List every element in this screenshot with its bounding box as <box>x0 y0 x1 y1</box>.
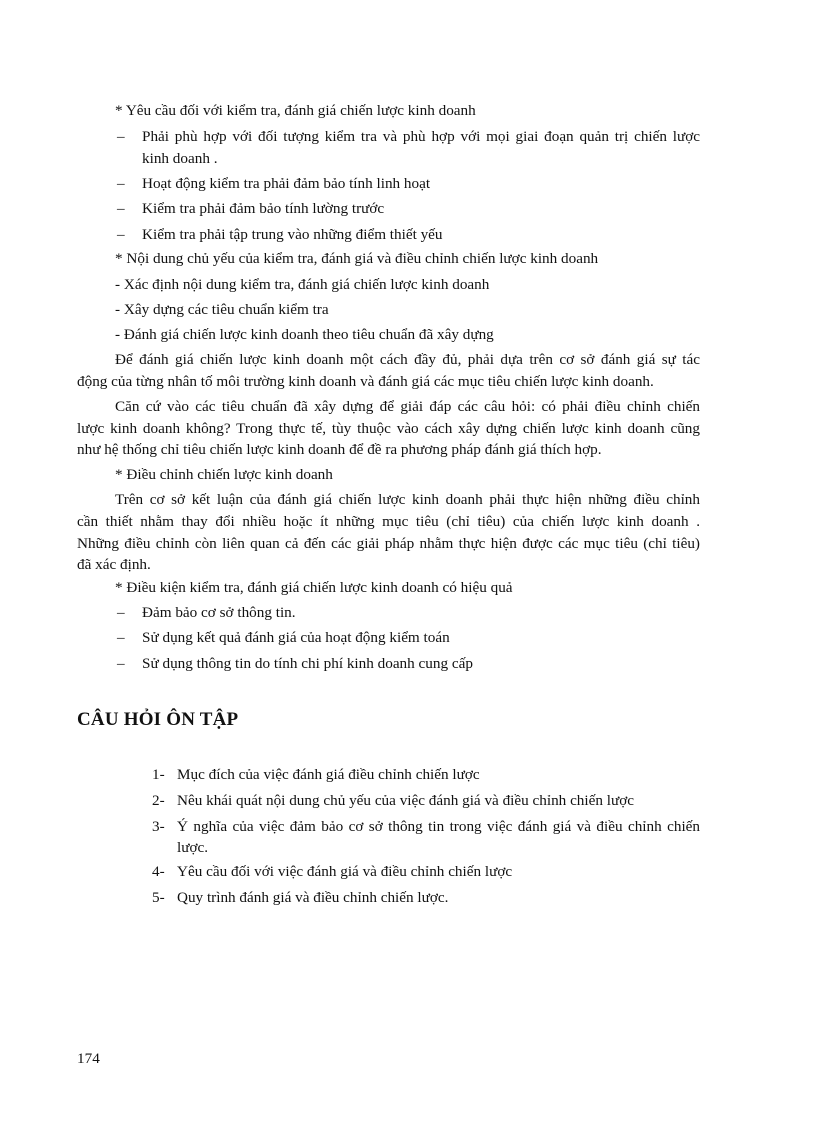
list-item: Kiểm tra phải đảm bảo tính lường trước <box>142 200 385 217</box>
question-number: 3- <box>152 818 165 835</box>
question-text: Mục đích của việc đánh giá điều chỉnh chiến lược <box>177 766 480 783</box>
paragraph-line: động của từng nhân tố môi trường kinh doanh và đánh giá các mục tiêu chiến lược kinh doanh. <box>77 373 654 390</box>
list-bullet: – <box>117 175 125 192</box>
paragraph-line: Trên cơ sở kết luận của đánh giá chiến lược kinh doanh phải thực hiện những điều chỉnh <box>115 491 700 508</box>
content-heading: * Nội dung chủ yếu của kiểm tra, đánh giá và điều chỉnh chiến lược kinh doanh <box>115 250 599 267</box>
question-text: Yêu cầu đối với việc đánh giá và điều chỉnh chiến lược <box>177 863 513 880</box>
paragraph-line: Để đánh giá chiến lược kinh doanh một cách đầy đủ, phải dựa trên cơ sở đánh giá sự tác <box>115 351 700 368</box>
paragraph-line: như hệ thống chỉ tiêu chiến lược kinh doanh để đề ra phương pháp đánh giá thích hợp. <box>77 441 602 458</box>
list-item: Đảm bảo cơ sở thông tin. <box>142 604 296 621</box>
list-bullet: – <box>117 629 125 646</box>
list-bullet: – <box>117 128 125 145</box>
list-item: Sử dụng kết quả đánh giá của hoạt động kiểm toán <box>142 629 450 646</box>
paragraph-line: lược kinh doanh không? Trong thực tế, tùy thuộc vào cách xây dựng chiến lược kinh doanh cũng <box>77 420 700 437</box>
paragraph-line: cần thiết nhằm thay đổi nhiều hoặc ít những mục tiêu (chỉ tiêu) của chiến lược kinh doanh . <box>77 513 700 530</box>
requirements-heading: * Yêu cầu đối với kiểm tra, đánh giá chiến lược kinh doanh <box>115 102 476 119</box>
list-item-continuation: kinh doanh . <box>142 150 218 167</box>
list-item: Hoạt động kiểm tra phải đảm bảo tính linh hoạt <box>142 175 431 192</box>
list-bullet: – <box>117 226 125 243</box>
list-item: Phải phù hợp với đối tượng kiểm tra và phù hợp với mọi giai đoạn quản trị chiến lược <box>142 128 700 145</box>
review-title: CÂU HỎI ÔN TẬP <box>77 709 239 730</box>
list-item: - Đánh giá chiến lược kinh doanh theo tiêu chuẩn đã xây dựng <box>115 326 494 343</box>
list-item: - Xây dựng các tiêu chuẩn kiểm tra <box>115 301 329 318</box>
question-number: 5- <box>152 889 165 906</box>
question-number: 1- <box>152 766 165 783</box>
list-bullet: – <box>117 655 125 672</box>
list-item: Kiểm tra phải tập trung vào những điểm thiết yếu <box>142 226 443 243</box>
paragraph-line: đã xác định. <box>77 556 151 573</box>
paragraph-line: Những điều chỉnh còn liên quan cả đến các giải pháp nhằm thực hiện được các mục tiêu (chỉ tiêu) <box>77 535 700 552</box>
list-bullet: – <box>117 604 125 621</box>
page-number: 174 <box>77 1050 100 1067</box>
question-number: 4- <box>152 863 165 880</box>
list-item: Sử dụng thông tin do tính chi phí kinh doanh cung cấp <box>142 655 473 672</box>
question-text: Ý nghĩa của việc đảm bảo cơ sở thông tin trong việc đánh giá và điều chỉnh chiến <box>177 818 700 835</box>
question-number: 2- <box>152 792 165 809</box>
conditions-heading: * Điều kiện kiểm tra, đánh giá chiến lược kinh doanh có hiệu quả <box>115 579 513 596</box>
question-text-continuation: lược. <box>177 839 209 856</box>
question-text: Nêu khái quát nội dung chủ yếu của việc đánh giá và điều chỉnh chiến lược <box>177 792 634 809</box>
adjustment-heading: * Điều chỉnh chiến lược kinh doanh <box>115 466 333 483</box>
question-text: Quy trình đánh giá và điều chỉnh chiến lược. <box>177 889 449 906</box>
list-item: - Xác định nội dung kiểm tra, đánh giá chiến lược kinh doanh <box>115 276 490 293</box>
list-bullet: – <box>117 200 125 217</box>
paragraph-line: Căn cứ vào các tiêu chuẩn đã xây dựng để giải đáp các câu hỏi: có phải điều chỉnh chiến <box>115 398 700 415</box>
